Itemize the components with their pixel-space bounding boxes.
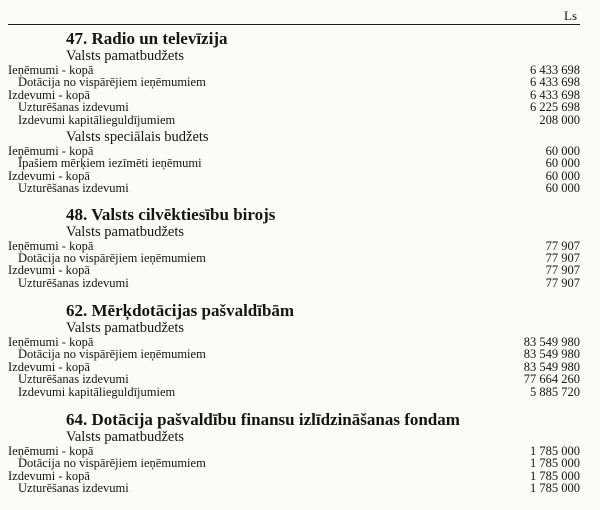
currency-unit-label: Ls bbox=[564, 8, 577, 23]
budget-block bbox=[8, 129, 580, 195]
row-value: 83 549 980 bbox=[523, 335, 580, 350]
row-label: Izdevumi - kopā bbox=[8, 468, 90, 483]
row-label: Dotācija no vispārējiem ieņēmumiem bbox=[18, 250, 206, 265]
row-value: 6 225 698 bbox=[530, 100, 580, 115]
budget-row bbox=[8, 457, 580, 469]
row-value: 77 907 bbox=[545, 238, 580, 253]
row-label: Izdevumi - kopā bbox=[8, 87, 90, 102]
row-label: Ieņēmumi - kopā bbox=[8, 335, 94, 350]
unit-header bbox=[8, 0, 580, 25]
section-title: 64. Dotācija pašvaldību finansu izlīdzināšanas fondam bbox=[66, 410, 460, 430]
row-value: 60 000 bbox=[545, 181, 580, 196]
row-label: Uzturēšanas izdevumi bbox=[18, 372, 129, 387]
budget-row bbox=[8, 252, 580, 264]
row-label: Izdevumi - kopā bbox=[8, 263, 90, 278]
row-label: Izdevumi - kopā bbox=[8, 359, 90, 374]
row-value: 60 000 bbox=[545, 156, 580, 171]
row-value: 5 885 720 bbox=[530, 384, 580, 399]
row-label: Ieņēmumi - kopā bbox=[8, 143, 94, 158]
budget-row bbox=[8, 264, 580, 276]
section-title: 48. Valsts cilvēktiesību birojs bbox=[66, 204, 276, 224]
budget-row bbox=[8, 348, 580, 360]
row-label: Dotācija no vispārējiem ieņēmumiem bbox=[18, 75, 206, 90]
row-label: Ieņēmumi - kopā bbox=[8, 238, 94, 253]
row-value: 1 785 000 bbox=[530, 444, 580, 459]
budget-block bbox=[8, 224, 580, 290]
budget-subtitle: Valsts pamatbudžets bbox=[66, 320, 184, 337]
row-value: 208 000 bbox=[539, 112, 580, 127]
budget-row bbox=[8, 182, 580, 194]
budget-section bbox=[8, 29, 580, 195]
budget-row bbox=[8, 157, 580, 169]
budget-section bbox=[8, 410, 580, 495]
row-label: Izdevumi - kopā bbox=[8, 168, 90, 183]
row-value: 6 433 698 bbox=[530, 63, 580, 77]
budget-row bbox=[8, 76, 580, 88]
row-label: Īpašiem mērķiem iezīmēti ieņēmumi bbox=[18, 156, 202, 171]
row-value: 83 549 980 bbox=[523, 359, 580, 374]
budget-row bbox=[8, 373, 580, 385]
row-label: Dotācija no vispārējiem ieņēmumiem bbox=[18, 347, 206, 362]
row-label: Ieņēmumi - kopā bbox=[8, 444, 94, 459]
row-label: Dotācija no vispārējiem ieņēmumiem bbox=[18, 456, 206, 471]
row-label: Izdevumi kapitālieguldījumiem bbox=[18, 112, 176, 127]
budget-subtitle: Valsts pamatbudžets bbox=[66, 429, 184, 446]
budget-section bbox=[8, 301, 580, 398]
row-value: 83 549 980 bbox=[523, 347, 580, 362]
row-value: 1 785 000 bbox=[530, 468, 580, 483]
section-title: 47. Radio un televīzija bbox=[66, 29, 228, 48]
row-value: 77 907 bbox=[545, 250, 580, 265]
row-value: 60 000 bbox=[545, 168, 580, 183]
row-label: Izdevumi kapitālieguldījumiem bbox=[18, 384, 176, 399]
row-value: 77 664 260 bbox=[523, 372, 580, 387]
budget-row bbox=[8, 386, 580, 398]
budget-subtitle: Valsts speciālais budžets bbox=[66, 128, 209, 145]
budget-subtitle: Valsts pamatbudžets bbox=[66, 223, 184, 240]
budget-row bbox=[8, 101, 580, 113]
budget-row bbox=[8, 114, 580, 126]
budget-subtitle: Valsts pamatbudžets bbox=[66, 48, 184, 64]
budget-block bbox=[8, 320, 580, 398]
budget-row bbox=[8, 277, 580, 289]
budget-section bbox=[8, 205, 580, 290]
row-label: Uzturēšanas izdevumi bbox=[18, 275, 129, 290]
row-value: 1 785 000 bbox=[530, 456, 580, 471]
row-label: Uzturēšanas izdevumi bbox=[18, 181, 129, 196]
budget-content bbox=[8, 29, 580, 507]
budget-block bbox=[8, 48, 580, 126]
row-label: Uzturēšanas izdevumi bbox=[18, 100, 129, 115]
budget-row bbox=[8, 482, 580, 494]
budget-block bbox=[8, 429, 580, 495]
row-value: 77 907 bbox=[545, 263, 580, 278]
row-value: 6 433 698 bbox=[530, 87, 580, 102]
row-value: 6 433 698 bbox=[530, 75, 580, 90]
row-value: 1 785 000 bbox=[530, 481, 580, 496]
section-title: 62. Mērķdotācijas pašvaldībām bbox=[66, 301, 295, 321]
row-label: Uzturēšanas izdevumi bbox=[18, 481, 129, 496]
row-label: Ieņēmumi - kopā bbox=[8, 63, 94, 77]
row-value: 77 907 bbox=[545, 275, 580, 290]
row-value: 60 000 bbox=[545, 143, 580, 158]
